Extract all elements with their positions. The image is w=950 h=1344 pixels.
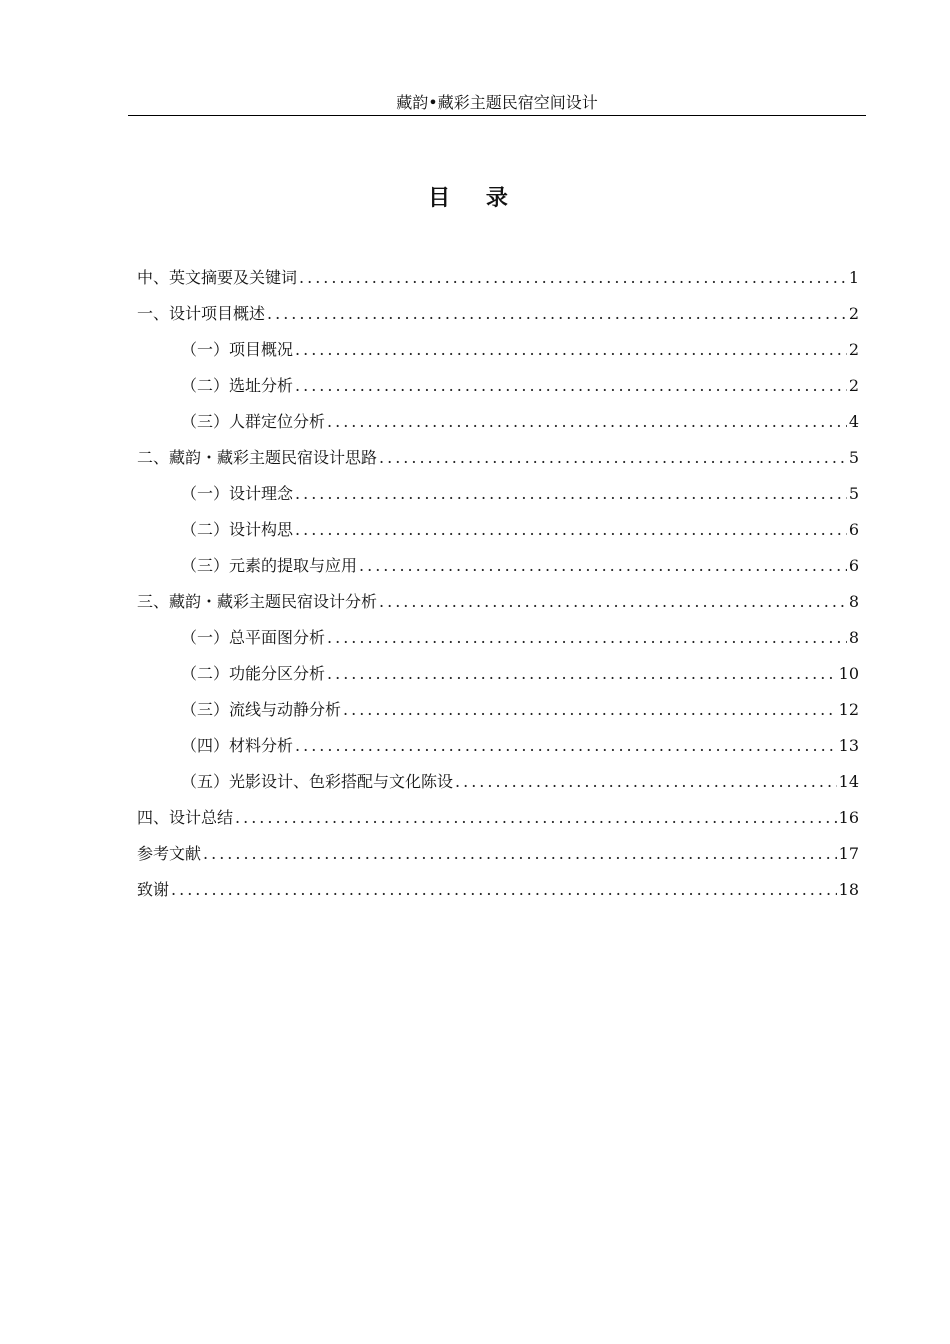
- toc-entry-label: （一）总平面图分析: [181, 628, 326, 647]
- toc-entry-label: （五）光影设计、色彩搭配与文化陈设: [181, 772, 454, 791]
- toc-entry-label: 四、设计总结: [137, 808, 234, 827]
- toc-entry-label: 致谢: [137, 880, 170, 899]
- toc-title: 目 录: [428, 185, 522, 211]
- toc-entry-label: （二）选址分析: [181, 376, 294, 395]
- toc-page-number: 6: [848, 520, 859, 539]
- header-rule: [128, 115, 866, 116]
- toc-entry-acknowledgements[interactable]: [137, 872, 859, 908]
- toc-page-number: 2: [848, 304, 859, 323]
- toc-entry-label: （二）功能分区分析: [181, 664, 326, 683]
- toc-page-number: 8: [848, 628, 859, 647]
- dot-leader: [295, 483, 847, 505]
- toc-page-number: 8: [848, 592, 859, 611]
- toc-entry-label: 参考文献: [137, 844, 202, 863]
- toc-entry-section-3-2[interactable]: [137, 656, 859, 692]
- dot-leader: [295, 339, 847, 361]
- toc-entry-section-3-3[interactable]: [137, 692, 859, 728]
- toc-entry-section-2-3[interactable]: [137, 548, 859, 584]
- toc-entry-chapter-1[interactable]: [137, 296, 859, 332]
- toc-page-number: 5: [848, 448, 859, 467]
- toc-page-number: 2: [848, 340, 859, 359]
- toc-entry-label: 一、设计项目概述: [137, 304, 266, 323]
- toc-page-number: 14: [838, 772, 859, 791]
- toc-page-number: 10: [838, 664, 859, 683]
- dot-leader: [379, 591, 847, 613]
- toc-entry-label: （四）材料分析: [181, 736, 294, 755]
- toc-entry-section-2-1[interactable]: [137, 476, 859, 512]
- toc-entry-label: （一）项目概况: [181, 340, 294, 359]
- dot-leader: [327, 411, 847, 433]
- toc-page-number: 2: [848, 376, 859, 395]
- dot-leader: [379, 447, 847, 469]
- toc-entry-label: （三）人群定位分析: [181, 412, 326, 431]
- toc-entry-label: （三）元素的提取与应用: [181, 556, 358, 575]
- toc-entry-section-2-2[interactable]: [137, 512, 859, 548]
- toc-entry-label: （一）设计理念: [181, 484, 294, 503]
- toc-entry-label: （三）流线与动静分析: [181, 700, 342, 719]
- dot-leader: [327, 627, 847, 649]
- toc-page-number: 5: [848, 484, 859, 503]
- toc-page-number: 16: [838, 808, 859, 827]
- toc-entry-section-1-3[interactable]: [137, 404, 859, 440]
- toc-entry-chapter-4[interactable]: [137, 800, 859, 836]
- running-header: 藏韵•藏彩主题民宿空间设计: [396, 93, 598, 112]
- dot-leader: [327, 663, 837, 685]
- toc-entry-section-1-1[interactable]: [137, 332, 859, 368]
- toc-page-number: 18: [838, 880, 859, 899]
- toc-page-number: 12: [838, 700, 859, 719]
- toc-entry-label: （二）设计构思: [181, 520, 294, 539]
- dot-leader: [295, 375, 847, 397]
- table-of-contents: [137, 260, 859, 908]
- dot-leader: [267, 303, 847, 325]
- toc-page-number: 6: [848, 556, 859, 575]
- toc-entry-label: 中、英文摘要及关键词: [137, 268, 298, 287]
- toc-entry-label: 三、藏韵・藏彩主题民宿设计分析: [137, 592, 378, 611]
- toc-entry-section-3-4[interactable]: [137, 728, 859, 764]
- toc-entry-section-3-1[interactable]: [137, 620, 859, 656]
- toc-entry-chapter-3[interactable]: [137, 584, 859, 620]
- toc-page-number: 13: [838, 736, 859, 755]
- dot-leader: [343, 699, 837, 721]
- dot-leader: [235, 807, 837, 829]
- dot-leader: [295, 735, 837, 757]
- toc-page-number: 1: [848, 268, 859, 287]
- toc-page-number: 17: [838, 844, 859, 863]
- toc-entry-abstract[interactable]: [137, 260, 859, 296]
- dot-leader: [203, 843, 837, 865]
- dot-leader: [171, 879, 837, 901]
- dot-leader: [295, 519, 847, 541]
- dot-leader: [299, 267, 847, 289]
- toc-entry-section-1-2[interactable]: [137, 368, 859, 404]
- toc-entry-references[interactable]: [137, 836, 859, 872]
- toc-entry-label: 二、藏韵・藏彩主题民宿设计思路: [137, 448, 378, 467]
- dot-leader: [455, 771, 837, 793]
- toc-page-number: 4: [848, 412, 859, 431]
- toc-entry-chapter-2[interactable]: [137, 440, 859, 476]
- toc-entry-section-3-5[interactable]: [137, 764, 859, 800]
- dot-leader: [359, 555, 847, 577]
